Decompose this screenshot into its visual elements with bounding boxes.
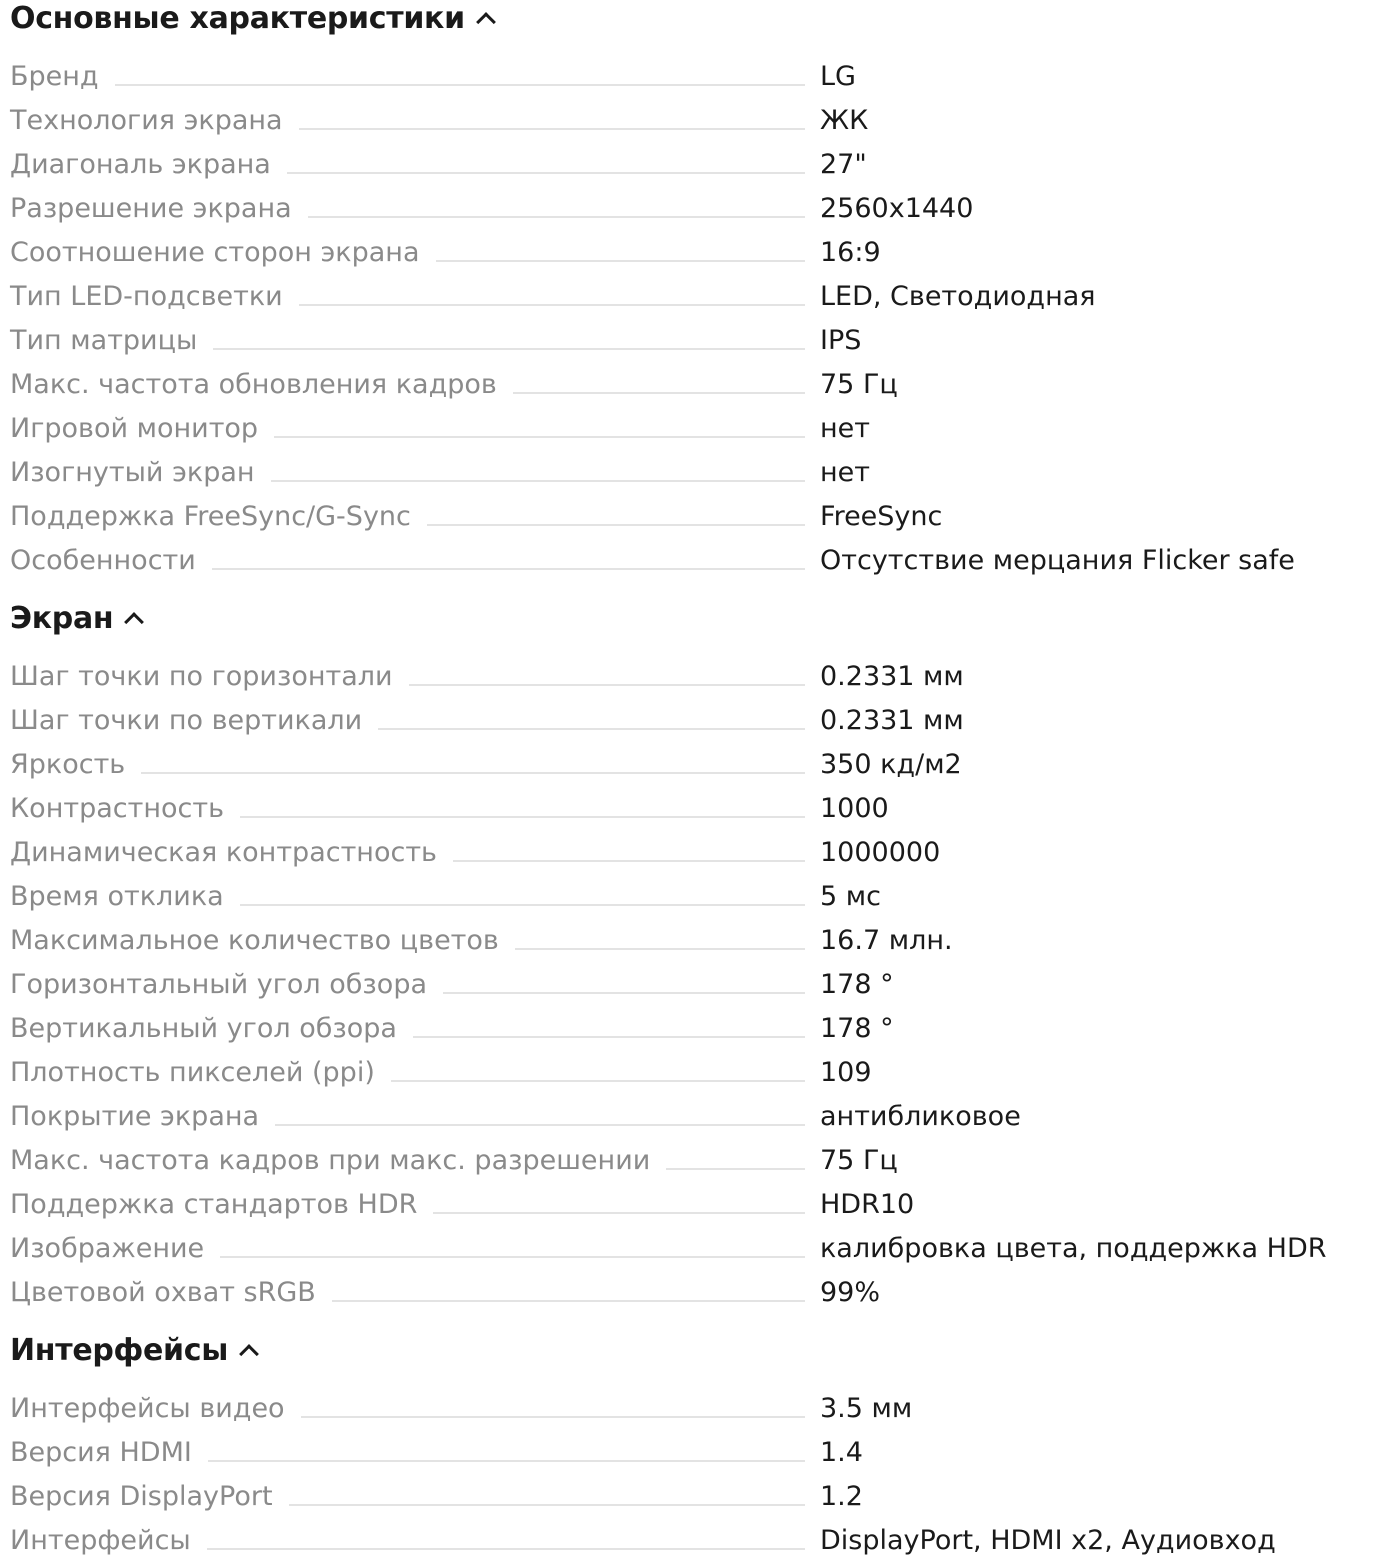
section-title: Основные характеристики — [10, 0, 465, 36]
spec-label: Плотность пикселей (ppi) — [10, 1056, 375, 1088]
leader-line — [443, 992, 805, 994]
section-title: Интерфейсы — [10, 1332, 229, 1368]
spec-label: Горизонтальный угол обзора — [10, 968, 427, 1000]
spec-label: Изогнутый экран — [10, 456, 255, 488]
spec-value: калибровка цвета, поддержка HDR — [820, 1232, 1327, 1264]
spec-label: Динамическая контрастность — [10, 836, 437, 868]
spec-row — [10, 786, 1384, 830]
spec-row — [10, 1474, 1384, 1518]
spec-label: Контрастность — [10, 792, 224, 824]
spec-label: Соотношение сторон экрана — [10, 236, 420, 268]
section-interfaces — [10, 1332, 1384, 1562]
spec-label: Макс. частота кадров при макс. разрешении — [10, 1144, 651, 1176]
spec-row — [10, 54, 1384, 98]
leader-line — [115, 84, 805, 86]
spec-value: DisplayPort, HDMI x2, Аудиовход — [820, 1524, 1276, 1556]
spec-rows — [10, 54, 1384, 582]
spec-label: Игровой монитор — [10, 412, 259, 444]
spec-label: Время отклика — [10, 880, 224, 912]
section-main-characteristics — [10, 0, 1384, 582]
leader-line — [301, 1416, 805, 1418]
spec-value: 109 — [820, 1056, 872, 1088]
spec-value: IPS — [820, 324, 862, 356]
spec-value: 0.2331 мм — [820, 704, 964, 736]
leader-line — [212, 568, 805, 570]
spec-row — [10, 1050, 1384, 1094]
spec-value: HDR10 — [820, 1188, 915, 1220]
spec-row — [10, 186, 1384, 230]
spec-label: Тип матрицы — [10, 324, 198, 356]
leader-line — [453, 860, 805, 862]
spec-row — [10, 1094, 1384, 1138]
spec-row — [10, 1182, 1384, 1226]
spec-label: Вертикальный угол обзора — [10, 1012, 397, 1044]
spec-row — [10, 1006, 1384, 1050]
spec-label: Интерфейсы видео — [10, 1392, 285, 1424]
spec-row — [10, 1138, 1384, 1182]
leader-line — [409, 684, 805, 686]
spec-row — [10, 274, 1384, 318]
spec-label: Версия HDMI — [10, 1436, 192, 1468]
spec-value: 3.5 мм — [820, 1392, 913, 1424]
leader-line — [413, 1036, 805, 1038]
spec-label: Разрешение экрана — [10, 192, 292, 224]
spec-value: 0.2331 мм — [820, 660, 964, 692]
spec-value: 178 ° — [820, 968, 894, 1000]
spec-row — [10, 1386, 1384, 1430]
chevron-up-icon[interactable] — [476, 12, 496, 32]
spec-label: Поддержка стандартов HDR — [10, 1188, 418, 1220]
section-header-interfaces[interactable] — [10, 1332, 1384, 1368]
section-title: Экран — [10, 600, 114, 636]
spec-row — [10, 98, 1384, 142]
spec-value: 1000 — [820, 792, 889, 824]
leader-line — [287, 172, 805, 174]
leader-line — [391, 1080, 805, 1082]
leader-line — [274, 436, 805, 438]
spec-label: Бренд — [10, 60, 99, 92]
spec-value: 178 ° — [820, 1012, 894, 1044]
leader-line — [378, 728, 805, 730]
spec-row — [10, 450, 1384, 494]
leader-line — [299, 304, 805, 306]
spec-value: антибликовое — [820, 1100, 1021, 1132]
spec-value: ЖК — [820, 104, 869, 136]
leader-line — [433, 1212, 805, 1214]
chevron-up-icon[interactable] — [124, 612, 144, 632]
leader-line — [308, 216, 805, 218]
leader-line — [240, 816, 805, 818]
spec-row — [10, 654, 1384, 698]
leader-line — [299, 128, 805, 130]
spec-label: Максимальное количество цветов — [10, 924, 499, 956]
leader-line — [208, 1460, 805, 1462]
spec-row — [10, 962, 1384, 1006]
leader-line — [141, 772, 805, 774]
leader-line — [240, 904, 805, 906]
spec-row — [10, 142, 1384, 186]
specifications-list — [10, 0, 1384, 1562]
spec-value: 2560x1440 — [820, 192, 974, 224]
leader-line — [666, 1168, 805, 1170]
spec-value: нет — [820, 412, 870, 444]
spec-value: 350 кд/м2 — [820, 748, 962, 780]
leader-line — [436, 260, 806, 262]
spec-label: Яркость — [10, 748, 126, 780]
spec-value: 16.7 млн. — [820, 924, 953, 956]
spec-label: Покрытие экрана — [10, 1100, 260, 1132]
spec-row — [10, 830, 1384, 874]
spec-label: Тип LED-подсветки — [10, 280, 283, 312]
spec-label: Изображение — [10, 1232, 205, 1264]
leader-line — [220, 1256, 805, 1258]
spec-rows — [10, 654, 1384, 1314]
section-header-main[interactable] — [10, 0, 1384, 36]
spec-row — [10, 874, 1384, 918]
chevron-up-icon[interactable] — [239, 1344, 259, 1364]
spec-value: 1.2 — [820, 1480, 863, 1512]
spec-label: Особенности — [10, 544, 196, 576]
section-header-screen[interactable] — [10, 600, 1384, 636]
spec-value: Отсутствие мерцания Flicker safe — [820, 544, 1295, 576]
spec-value: LED, Светодиодная — [820, 280, 1096, 312]
spec-value: 75 Гц — [820, 1144, 898, 1176]
spec-label: Диагональ экрана — [10, 148, 271, 180]
spec-value: FreeSync — [820, 500, 943, 532]
leader-line — [271, 480, 805, 482]
spec-value: LG — [820, 60, 856, 92]
spec-value: 5 мс — [820, 880, 881, 912]
spec-value: 16:9 — [820, 236, 881, 268]
spec-value: 27" — [820, 148, 867, 180]
spec-row — [10, 318, 1384, 362]
spec-value: 99% — [820, 1276, 881, 1308]
spec-label: Шаг точки по вертикали — [10, 704, 363, 736]
leader-line — [332, 1300, 805, 1302]
spec-value: 1000000 — [820, 836, 941, 868]
spec-value: 1.4 — [820, 1436, 863, 1468]
spec-row — [10, 494, 1384, 538]
spec-row — [10, 698, 1384, 742]
spec-row — [10, 1270, 1384, 1314]
spec-label: Шаг точки по горизонтали — [10, 660, 393, 692]
spec-label: Интерфейсы — [10, 1524, 191, 1556]
spec-row — [10, 742, 1384, 786]
spec-row — [10, 1518, 1384, 1562]
spec-label: Макс. частота обновления кадров — [10, 368, 497, 400]
spec-row — [10, 918, 1384, 962]
spec-row — [10, 230, 1384, 274]
leader-line — [275, 1124, 805, 1126]
leader-line — [207, 1548, 805, 1550]
leader-line — [427, 524, 805, 526]
spec-row — [10, 538, 1384, 582]
spec-row — [10, 362, 1384, 406]
spec-row — [10, 1430, 1384, 1474]
leader-line — [513, 392, 805, 394]
spec-label: Поддержка FreeSync/G-Sync — [10, 500, 411, 532]
spec-rows — [10, 1386, 1384, 1562]
spec-row — [10, 406, 1384, 450]
spec-value: нет — [820, 456, 870, 488]
spec-label: Цветовой охват sRGB — [10, 1276, 316, 1308]
spec-value: 75 Гц — [820, 368, 898, 400]
spec-label: Технология экрана — [10, 104, 283, 136]
spec-row — [10, 1226, 1384, 1270]
section-screen — [10, 600, 1384, 1314]
leader-line — [213, 348, 805, 350]
spec-label: Версия DisplayPort — [10, 1480, 273, 1512]
leader-line — [515, 948, 805, 950]
leader-line — [289, 1504, 805, 1506]
